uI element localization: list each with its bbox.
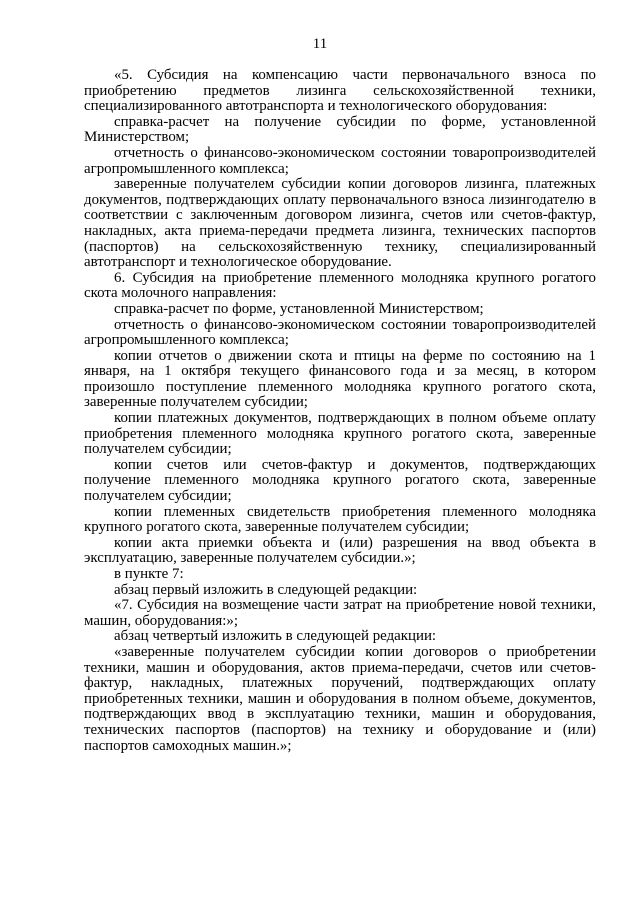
paragraph: «заверенные получателем субсидии копии договоров о приобретении техники, машин и оборудования, актов приема-передачи, счетов или счетов-фактур, накладных, платежных поручений, подтверждающих оплату приобретенных техники, машин и оборудования в полном объеме, документов, подтверждающих ввод в эксплуатацию техники, машин и оборудования, технических паспортов (паспортов) на технику и оборудование и (или) паспортов самоходных машин.»;	[84, 643, 596, 754]
paragraph: абзац четвертый изложить в следующей редакции:	[114, 628, 437, 645]
document-body	[84, 68, 596, 754]
paragraph: копии счетов или счетов-фактур и документов, подтверждающих получение племенного молодняка крупного рогатого скота, заверенные получателем субсидии;	[84, 456, 596, 505]
paragraph: абзац первый изложить в следующей редакции:	[114, 581, 418, 598]
paragraph: заверенные получателем субсидии копии договоров лизинга, платежных документов, подтверждающих оплату первоначального взноса лизингодателю в соответствии с заключенным договором лизинга, счетов или счетов-фактур, накладных, акта приема-передачи предмета лизинга, технических паспортов (паспортов) на сельскохозяйственную технику, специализированный автотранспорт и технологическое оборудование.	[84, 176, 596, 271]
paragraph: справка-расчет на получение субсидии по форме, установленной Министерством;	[84, 113, 596, 146]
paragraph: в пункте 7:	[114, 566, 184, 582]
paragraph: копии платежных документов, подтверждающих в полном объеме оплату приобретения племенного молодняка крупного рогатого скота, заверенные получателем субсидии;	[84, 410, 596, 458]
paragraph: отчетность о финансово-экономическом состоянии товаропроизводителей агропромышленного комплекса;	[84, 316, 596, 349]
paragraph: «7. Субсидия на возмещение части затрат на приобретение новой техники, машин, оборудования:»;	[84, 597, 596, 629]
paragraph: 6. Субсидия на приобретение племенного молодняка крупного рогатого скота молочного направления:	[84, 269, 596, 302]
page-number: 11	[312, 36, 328, 52]
paragraph: копии отчетов о движении скота и птицы на ферме по состоянию на 1 января, на 1 октября текущего финансового года и за месяц, в котором произошло поступление племенного молодняка крупного рогатого скота, заверенные получателем субсидии;	[84, 347, 596, 411]
paragraph: копии племенных свидетельств приобретения племенного молодняка крупного рогатого скота, заверенные получателем субсидии;	[84, 503, 596, 536]
paragraph: «5. Субсидия на компенсацию части первоначального взноса по приобретению предметов лизинга сельскохозяйственной техники, специализированного автотранспорта и технологического оборудования:	[84, 67, 596, 115]
paragraph: отчетность о финансово-экономическом состоянии товаропроизводителей агропромышленного комплекса;	[84, 144, 596, 177]
paragraph: копии акта приемки объекта и (или) разрешения на ввод объекта в эксплуатацию, заверенные получателем субсидии.»;	[84, 534, 596, 567]
paragraph: справка-расчет по форме, установленной Министерством;	[114, 300, 484, 317]
